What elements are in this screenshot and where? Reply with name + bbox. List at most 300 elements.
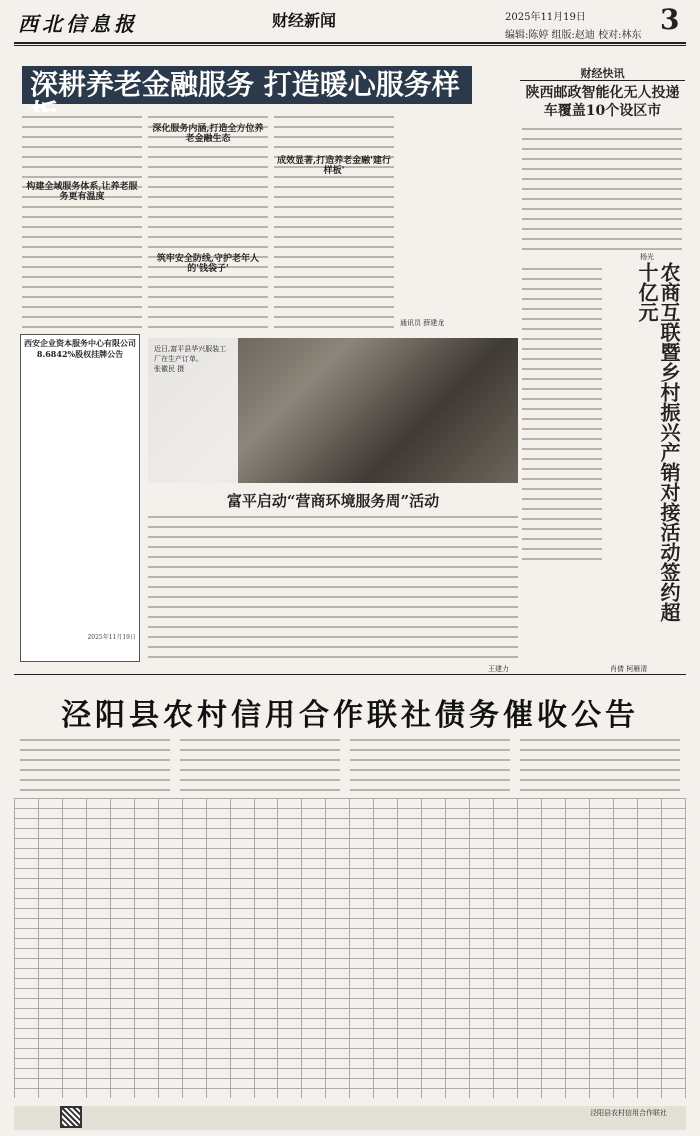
table-cell bbox=[518, 1069, 542, 1079]
table-cell bbox=[494, 959, 518, 969]
table-cell bbox=[494, 1029, 518, 1039]
table-cell bbox=[302, 969, 326, 979]
lead-subhead-2: 深化服务内涵,打造全方位养老金融生态 bbox=[152, 124, 264, 144]
table-cell bbox=[38, 969, 62, 979]
table-cell bbox=[350, 1029, 374, 1039]
table-cell bbox=[38, 989, 62, 999]
table-cell bbox=[374, 839, 398, 849]
table-cell bbox=[182, 869, 206, 879]
table-cell bbox=[182, 889, 206, 899]
table-cell bbox=[541, 799, 565, 809]
table-cell bbox=[110, 1029, 134, 1039]
table-cell bbox=[637, 1059, 661, 1069]
table-cell bbox=[494, 939, 518, 949]
table-cell bbox=[86, 849, 110, 859]
table-cell bbox=[637, 959, 661, 969]
table-cell bbox=[182, 829, 206, 839]
table-row bbox=[15, 849, 686, 859]
bottom-strip bbox=[14, 1106, 686, 1130]
table-cell bbox=[230, 959, 254, 969]
table-cell bbox=[15, 1049, 39, 1059]
table-cell bbox=[230, 949, 254, 959]
table-cell bbox=[15, 879, 39, 889]
table-cell bbox=[206, 1069, 230, 1079]
table-cell bbox=[446, 829, 470, 839]
table-cell bbox=[637, 969, 661, 979]
table-cell bbox=[86, 809, 110, 819]
table-cell bbox=[230, 1079, 254, 1089]
table-cell bbox=[15, 1019, 39, 1029]
table-cell bbox=[470, 909, 494, 919]
table-cell bbox=[494, 929, 518, 939]
table-cell bbox=[15, 1009, 39, 1019]
table-cell bbox=[110, 959, 134, 969]
table-cell bbox=[182, 909, 206, 919]
table-cell bbox=[278, 1009, 302, 1019]
table-cell bbox=[278, 849, 302, 859]
table-cell bbox=[661, 849, 685, 859]
table-cell bbox=[15, 899, 39, 909]
table-cell bbox=[254, 869, 278, 879]
table-cell bbox=[38, 1059, 62, 1069]
table-cell bbox=[278, 799, 302, 809]
table-cell bbox=[446, 1069, 470, 1079]
table-cell bbox=[470, 1079, 494, 1089]
table-cell bbox=[541, 839, 565, 849]
table-cell bbox=[15, 1039, 39, 1049]
table-cell bbox=[589, 949, 613, 959]
table-cell bbox=[470, 919, 494, 929]
table-cell bbox=[446, 979, 470, 989]
table-cell bbox=[182, 1059, 206, 1069]
table-cell bbox=[302, 1029, 326, 1039]
table-cell bbox=[278, 869, 302, 879]
table-cell bbox=[374, 949, 398, 959]
table-cell bbox=[613, 909, 637, 919]
table-cell bbox=[326, 1059, 350, 1069]
table-cell bbox=[158, 1049, 182, 1059]
table-cell bbox=[134, 979, 158, 989]
table-cell bbox=[374, 979, 398, 989]
table-cell bbox=[494, 859, 518, 869]
table-cell bbox=[110, 879, 134, 889]
table-cell bbox=[254, 979, 278, 989]
table-cell bbox=[374, 1029, 398, 1039]
table-cell bbox=[158, 959, 182, 969]
table-cell bbox=[326, 909, 350, 919]
table-cell bbox=[230, 1039, 254, 1049]
table-cell bbox=[38, 809, 62, 819]
table-cell bbox=[206, 929, 230, 939]
table-cell bbox=[182, 959, 206, 969]
table-cell bbox=[398, 859, 422, 869]
table-cell bbox=[398, 929, 422, 939]
table-cell bbox=[565, 1049, 589, 1059]
table-cell bbox=[230, 929, 254, 939]
table-cell bbox=[206, 829, 230, 839]
table-cell bbox=[446, 909, 470, 919]
table-cell bbox=[565, 989, 589, 999]
table-cell bbox=[470, 839, 494, 849]
table-cell bbox=[350, 999, 374, 1009]
table-cell bbox=[86, 879, 110, 889]
photo-caption-text: 近日,富平县华兴服装工厂在生产订单。 bbox=[154, 345, 227, 363]
table-cell bbox=[374, 919, 398, 929]
table-cell bbox=[254, 849, 278, 859]
table-cell bbox=[541, 909, 565, 919]
table-cell bbox=[637, 1019, 661, 1029]
table-cell bbox=[589, 999, 613, 1009]
table-cell bbox=[422, 909, 446, 919]
table-cell bbox=[494, 809, 518, 819]
table-cell bbox=[661, 879, 685, 889]
table-cell bbox=[86, 999, 110, 1009]
table-cell bbox=[446, 799, 470, 809]
table-cell bbox=[518, 869, 542, 879]
table-cell bbox=[38, 1049, 62, 1059]
table-cell bbox=[326, 849, 350, 859]
table-cell bbox=[661, 939, 685, 949]
table-cell bbox=[326, 929, 350, 939]
table-cell bbox=[206, 989, 230, 999]
table-row bbox=[15, 859, 686, 869]
table-cell bbox=[446, 889, 470, 899]
table-cell bbox=[15, 969, 39, 979]
table-cell bbox=[158, 999, 182, 1009]
table-cell bbox=[110, 1089, 134, 1099]
table-cell bbox=[62, 899, 86, 909]
table-cell bbox=[158, 839, 182, 849]
table-cell bbox=[637, 989, 661, 999]
table-cell bbox=[206, 1009, 230, 1019]
table-cell bbox=[494, 1039, 518, 1049]
table-row bbox=[15, 909, 686, 919]
table-cell bbox=[446, 899, 470, 909]
table-cell bbox=[589, 1079, 613, 1089]
table-cell bbox=[398, 839, 422, 849]
table-cell bbox=[661, 929, 685, 939]
table-cell bbox=[422, 1089, 446, 1099]
table-row bbox=[15, 949, 686, 959]
table-cell bbox=[158, 849, 182, 859]
table-cell bbox=[182, 949, 206, 959]
table-cell bbox=[374, 809, 398, 819]
table-cell bbox=[541, 999, 565, 1009]
section-divider bbox=[14, 674, 686, 675]
table-cell bbox=[230, 1019, 254, 1029]
table-cell bbox=[62, 999, 86, 1009]
table-cell bbox=[38, 939, 62, 949]
table-cell bbox=[613, 979, 637, 989]
table-cell bbox=[350, 819, 374, 829]
table-cell bbox=[158, 1069, 182, 1079]
table-cell bbox=[62, 979, 86, 989]
table-cell bbox=[374, 899, 398, 909]
table-cell bbox=[62, 949, 86, 959]
table-cell bbox=[254, 1029, 278, 1039]
table-cell bbox=[470, 949, 494, 959]
table-cell bbox=[134, 799, 158, 809]
table-cell bbox=[661, 839, 685, 849]
table-cell bbox=[158, 819, 182, 829]
table-cell bbox=[230, 919, 254, 929]
table-cell bbox=[110, 1049, 134, 1059]
lead-subhead-1: 构建全域服务体系,让养老服务更有温度 bbox=[26, 182, 138, 202]
table-cell bbox=[254, 959, 278, 969]
table-cell bbox=[518, 1049, 542, 1059]
table-cell bbox=[565, 1069, 589, 1079]
table-cell bbox=[541, 1079, 565, 1089]
table-cell bbox=[326, 819, 350, 829]
table-cell bbox=[565, 879, 589, 889]
table-cell bbox=[278, 829, 302, 839]
table-row bbox=[15, 879, 686, 889]
table-cell bbox=[15, 859, 39, 869]
table-cell bbox=[589, 849, 613, 859]
table-cell bbox=[589, 1089, 613, 1099]
table-cell bbox=[86, 839, 110, 849]
table-cell bbox=[278, 839, 302, 849]
table-cell bbox=[350, 829, 374, 839]
table-cell bbox=[350, 979, 374, 989]
notice-title: 泾阳县农村信用合作联社债务催收公告 bbox=[61, 698, 639, 733]
table-row bbox=[15, 999, 686, 1009]
table-cell bbox=[158, 799, 182, 809]
table-cell bbox=[278, 999, 302, 1009]
table-cell bbox=[398, 1069, 422, 1079]
table-cell bbox=[302, 1079, 326, 1089]
table-cell bbox=[422, 949, 446, 959]
table-cell bbox=[302, 1019, 326, 1029]
table-cell bbox=[326, 1029, 350, 1039]
table-cell bbox=[158, 829, 182, 839]
table-cell bbox=[661, 1019, 685, 1029]
table-cell bbox=[254, 939, 278, 949]
table-cell bbox=[350, 879, 374, 889]
table-cell bbox=[422, 929, 446, 939]
table-cell bbox=[278, 939, 302, 949]
table-cell bbox=[470, 809, 494, 819]
table-cell bbox=[182, 979, 206, 989]
table-cell bbox=[470, 1049, 494, 1059]
table-cell bbox=[302, 1009, 326, 1019]
table-cell bbox=[374, 969, 398, 979]
table-cell bbox=[134, 959, 158, 969]
lead-body-col-2 bbox=[148, 112, 268, 332]
table-cell bbox=[86, 1069, 110, 1079]
table-cell bbox=[565, 969, 589, 979]
table-cell bbox=[565, 829, 589, 839]
table-row bbox=[15, 1029, 686, 1039]
table-cell bbox=[38, 1089, 62, 1099]
table-cell bbox=[637, 899, 661, 909]
table-cell bbox=[589, 859, 613, 869]
table-cell bbox=[182, 1029, 206, 1039]
table-cell bbox=[589, 869, 613, 879]
table-cell bbox=[374, 929, 398, 939]
table-cell bbox=[15, 819, 39, 829]
table-cell bbox=[374, 959, 398, 969]
table-cell bbox=[494, 819, 518, 829]
table-cell bbox=[134, 869, 158, 879]
table-cell bbox=[541, 939, 565, 949]
table-cell bbox=[470, 889, 494, 899]
table-cell bbox=[134, 949, 158, 959]
table-cell bbox=[637, 909, 661, 919]
table-cell bbox=[110, 859, 134, 869]
table-cell bbox=[182, 819, 206, 829]
table-cell bbox=[661, 869, 685, 879]
table-cell bbox=[518, 829, 542, 839]
table-cell bbox=[565, 889, 589, 899]
table-cell bbox=[518, 1029, 542, 1039]
table-cell bbox=[398, 1079, 422, 1089]
table-cell bbox=[158, 1029, 182, 1039]
table-cell bbox=[62, 929, 86, 939]
table-cell bbox=[518, 969, 542, 979]
table-cell bbox=[230, 1049, 254, 1059]
table-cell bbox=[254, 1079, 278, 1089]
table-cell bbox=[565, 819, 589, 829]
table-cell bbox=[62, 1069, 86, 1079]
table-cell bbox=[494, 969, 518, 979]
table-cell bbox=[158, 1089, 182, 1099]
table-cell bbox=[541, 969, 565, 979]
table-cell bbox=[422, 1009, 446, 1019]
table-cell bbox=[206, 969, 230, 979]
table-cell bbox=[374, 939, 398, 949]
table-cell bbox=[518, 929, 542, 939]
table-cell bbox=[518, 979, 542, 989]
table-row bbox=[15, 899, 686, 909]
table-cell bbox=[446, 949, 470, 959]
table-cell bbox=[254, 929, 278, 939]
table-cell bbox=[86, 1089, 110, 1099]
table-cell bbox=[182, 989, 206, 999]
table-row bbox=[15, 869, 686, 879]
table-cell bbox=[541, 1049, 565, 1059]
table-cell bbox=[422, 819, 446, 829]
table-cell bbox=[398, 969, 422, 979]
table-cell bbox=[494, 1009, 518, 1019]
table-cell bbox=[494, 849, 518, 859]
table-cell bbox=[398, 899, 422, 909]
table-cell bbox=[15, 1089, 39, 1099]
table-cell bbox=[541, 1089, 565, 1099]
table-cell bbox=[254, 999, 278, 1009]
table-cell bbox=[206, 1049, 230, 1059]
table-cell bbox=[518, 849, 542, 859]
table-cell bbox=[158, 1059, 182, 1069]
rural-headline: 农商互联暨乡村振兴产销对接活动签约超十亿元 bbox=[635, 262, 681, 622]
table-cell bbox=[86, 1019, 110, 1029]
table-cell bbox=[302, 1049, 326, 1059]
table-cell bbox=[230, 819, 254, 829]
table-cell bbox=[62, 839, 86, 849]
table-cell bbox=[589, 909, 613, 919]
table-row bbox=[15, 1049, 686, 1059]
fast-news-body bbox=[522, 124, 682, 254]
table-cell bbox=[446, 809, 470, 819]
table-cell bbox=[446, 1009, 470, 1019]
table-cell bbox=[613, 1029, 637, 1039]
table-cell bbox=[278, 809, 302, 819]
table-cell bbox=[565, 929, 589, 939]
table-cell bbox=[230, 1089, 254, 1099]
table-cell bbox=[326, 1019, 350, 1029]
table-cell bbox=[422, 889, 446, 899]
table-cell bbox=[15, 959, 39, 969]
table-cell bbox=[446, 859, 470, 869]
table-cell bbox=[637, 829, 661, 839]
table-cell bbox=[470, 979, 494, 989]
table-cell bbox=[134, 989, 158, 999]
table-cell bbox=[637, 949, 661, 959]
second-headline: 富平启动“营商环境服务周”活动 bbox=[226, 492, 440, 510]
table-cell bbox=[110, 849, 134, 859]
table-cell bbox=[470, 969, 494, 979]
table-cell bbox=[374, 1019, 398, 1029]
table-cell bbox=[326, 979, 350, 989]
table-cell bbox=[374, 859, 398, 869]
table-cell bbox=[422, 939, 446, 949]
table-row bbox=[15, 959, 686, 969]
table-cell bbox=[206, 889, 230, 899]
table-cell bbox=[470, 1029, 494, 1039]
table-cell bbox=[518, 889, 542, 899]
table-cell bbox=[206, 849, 230, 859]
table-cell bbox=[589, 1019, 613, 1029]
table-cell bbox=[589, 839, 613, 849]
table-cell bbox=[158, 899, 182, 909]
qr-code bbox=[60, 1106, 82, 1128]
table-cell bbox=[86, 869, 110, 879]
section-title: 财经新闻 bbox=[272, 11, 337, 30]
table-cell bbox=[62, 869, 86, 879]
table-cell bbox=[518, 1009, 542, 1019]
table-cell bbox=[182, 1069, 206, 1079]
table-cell bbox=[494, 1079, 518, 1089]
table-cell bbox=[158, 909, 182, 919]
table-cell bbox=[494, 1019, 518, 1029]
table-cell bbox=[613, 849, 637, 859]
table-cell bbox=[110, 979, 134, 989]
table-cell bbox=[350, 849, 374, 859]
table-cell bbox=[302, 889, 326, 899]
table-cell bbox=[374, 879, 398, 889]
table-cell bbox=[398, 809, 422, 819]
table-row bbox=[15, 989, 686, 999]
table-cell bbox=[637, 1089, 661, 1099]
table-cell bbox=[565, 1079, 589, 1089]
table-cell bbox=[86, 909, 110, 919]
table-cell bbox=[565, 839, 589, 849]
fast-news-rule bbox=[520, 80, 685, 81]
table-cell bbox=[326, 859, 350, 869]
table-cell bbox=[134, 969, 158, 979]
table-cell bbox=[613, 959, 637, 969]
table-cell bbox=[374, 829, 398, 839]
table-cell bbox=[613, 829, 637, 839]
table-cell bbox=[62, 889, 86, 899]
table-cell bbox=[15, 979, 39, 989]
table-cell bbox=[637, 929, 661, 939]
table-cell bbox=[62, 1029, 86, 1039]
table-cell bbox=[637, 939, 661, 949]
table-cell bbox=[86, 989, 110, 999]
table-cell bbox=[302, 879, 326, 889]
table-cell bbox=[446, 919, 470, 929]
